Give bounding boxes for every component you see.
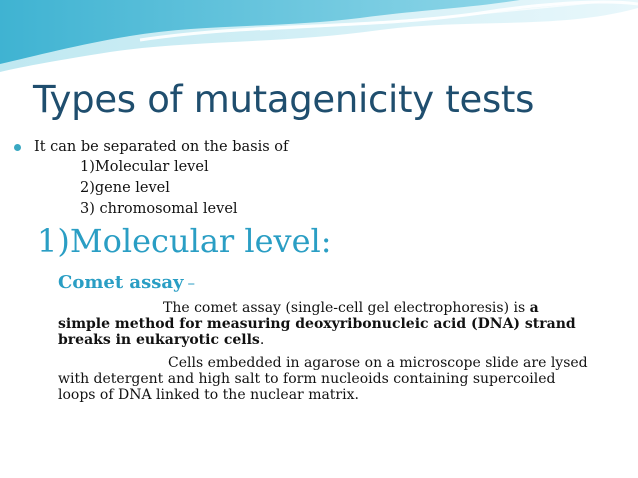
procedure-text: Cells embedded in agarose on a microscope slide are lysed with detergent and high salt to form nucleoids containing supercoiled loops of DNA linked to the nuclear matrix. (58, 355, 588, 403)
intro-text: It can be separated on the basis of (34, 139, 289, 155)
comet-assay-procedure (58, 355, 588, 403)
comet-assay-heading (58, 272, 195, 293)
section-heading: 1)Molecular level: (37, 222, 332, 260)
definition-lead: The comet assay (single-cell gel electrophoresis) is (163, 300, 530, 316)
list-item-molecular: 1)Molecular level (80, 159, 209, 175)
list-item-gene: 2)gene level (80, 180, 170, 196)
comet-assay-definition (58, 300, 588, 348)
definition-end: . (259, 332, 265, 348)
intro-bullet (12, 137, 288, 157)
definition-emphasis: a simple method for measuring deoxyribonucleic acid (DNA) strand breaks in eukaryotic cells (58, 300, 576, 348)
intro-list (12, 137, 288, 220)
list-item-chromosomal: 3) chromosomal level (80, 201, 238, 217)
heading-dash: – (187, 274, 195, 292)
slide-title: Types of mutagenicity tests (33, 78, 535, 121)
bullet-dot-icon (14, 144, 21, 151)
comet-assay-label: Comet assay (58, 272, 184, 293)
header-wave-decoration (0, 0, 638, 80)
